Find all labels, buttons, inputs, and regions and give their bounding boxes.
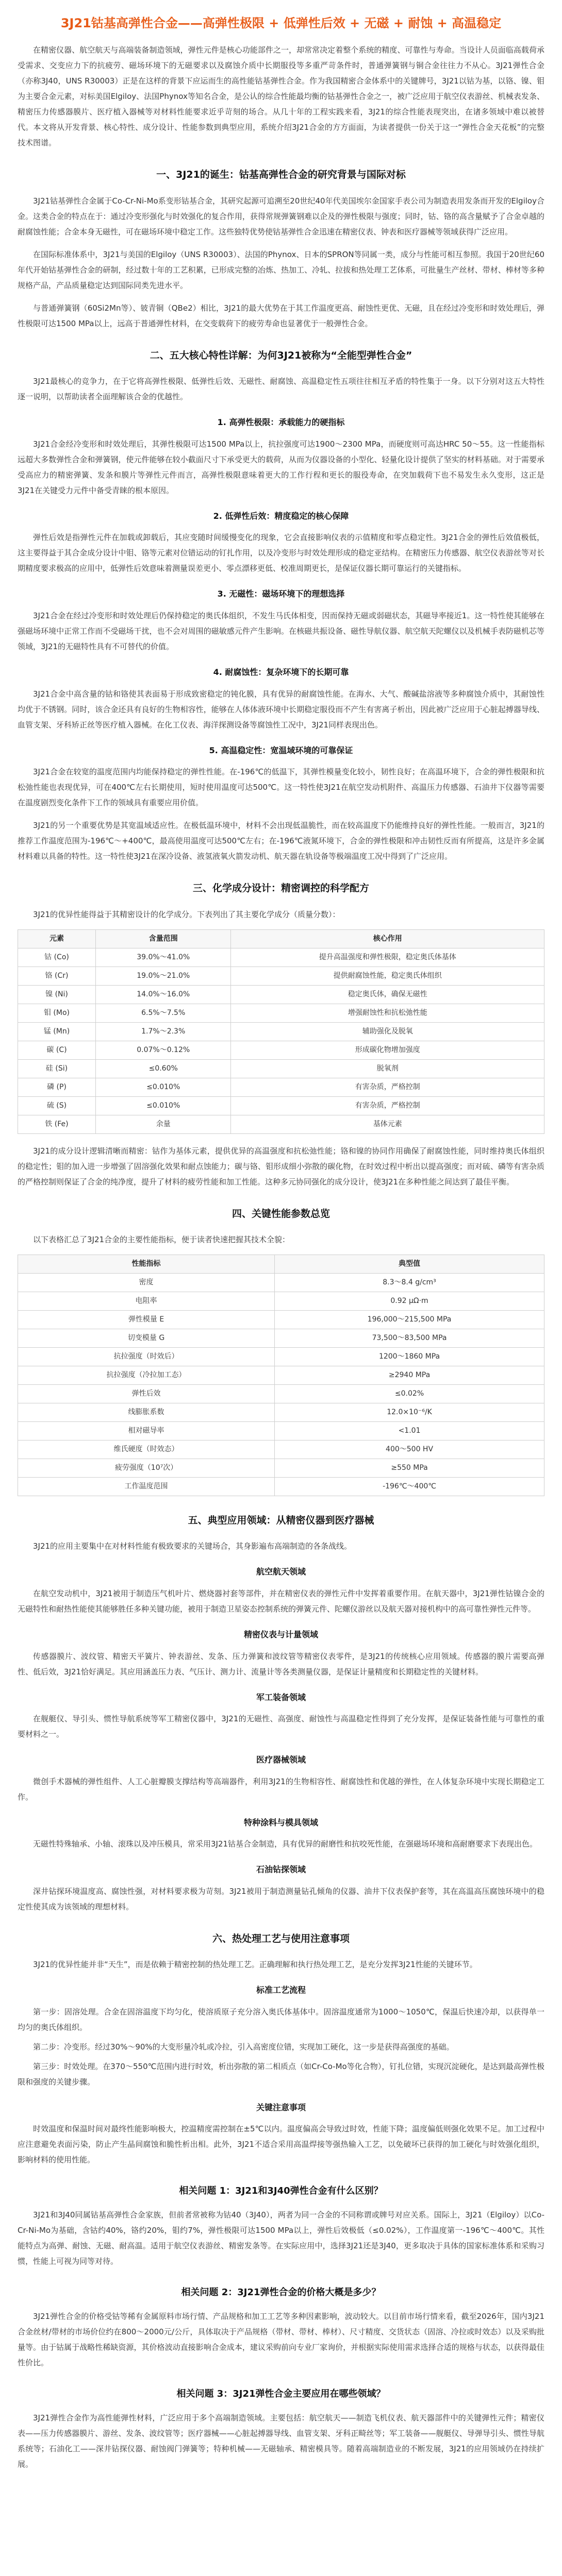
table-cell: 线膨胀系数 bbox=[18, 1403, 275, 1421]
section-5-intro: 3J21的应用主要集中在对材料性能有极致要求的关键场合，其身影遍布高端制造的各条战线。 bbox=[33, 1541, 352, 1551]
table-row bbox=[18, 1078, 544, 1096]
application-6-title: 石油钻探领域 bbox=[256, 1865, 306, 1875]
table-cell: 稳定奥氏体，确保无磁性 bbox=[231, 985, 544, 1004]
application-2-body: 传感器膜片、波纹管、精密天平簧片、钟表游丝、发条、压力弹簧和波纹管等精密仪表零件，是3J21的传统核心应用领域。传感器的膜片需要高弹性、低后效，3J21恰好满足。其应用涵盖压力表、气压计、测力计、流量计等各类测量仪器，是保证计量精度和长期稳定性的关键材料。 bbox=[18, 1651, 544, 1676]
composition-table-header-row bbox=[18, 929, 544, 948]
table-cell: 余量 bbox=[96, 1115, 231, 1133]
feature-3-body: 3J21合金在经过冷变形和时效处理后仍保持稳定的奥氏体组织，不发生马氏体相变，因而保持无磁或弱磁状态，其磁导率接近1。这一特性使其能够在强磁场环境中正常工作而不受磁场干扰，也不会对周围的磁敏感元件产生影响。在核磁共振设备、磁性导航仪器、航空航天陀螺仪以及机械手表防磁机芯等领域，3J21的无磁特性具有不可替代的价值。 bbox=[18, 611, 544, 651]
table-cell: 锰 (Mn) bbox=[18, 1022, 96, 1041]
table-row bbox=[18, 1477, 544, 1496]
table-row bbox=[18, 1329, 544, 1347]
table-cell: ≥550 MPa bbox=[275, 1459, 544, 1477]
application-1-body: 在航空发动机中，3J21被用于制造压气机叶片、燃烧器衬套等部件，并在精密仪表的弹性元件中发挥着重要作用。在航天器中，3J21弹性钴镍合金的无磁特性和耐热性能使其能够胜任多种关键功能，被用于制造卫星姿态控制系统的弹簧元件、陀螺仪游丝以及航天器对接机构中的高可靠性弹性元件等。 bbox=[18, 1588, 544, 1614]
application-3-title: 军工装备领域 bbox=[256, 1692, 306, 1702]
table-cell: 形成碳化物增加强度 bbox=[231, 1041, 544, 1059]
section-5-title: 五、典型应用领域：从精密仪器到医疗器械 bbox=[188, 1514, 374, 1526]
key-notes-body: 时效温度和保温时间对最终性能影响极大，控温精度需控制在±5℃以内。温度偏高会导致过时效，性能下降；温度偏低则强化效果不足。加工过程中应注意避免表面污染，防止产生晶间腐蚀和脆性析出相。此外，3J21不适合采用高温焊接等强热输入工艺，以免破坏已获得的加工硬化与时效强化组织，影响材料的使用性能。 bbox=[18, 2124, 544, 2165]
feature-3-title: 3. 无磁性：磁场环境下的理想选择 bbox=[217, 589, 345, 599]
table-cell: 400～500 HV bbox=[275, 1440, 544, 1459]
table-row bbox=[18, 1459, 544, 1477]
table-cell: 39.0%～41.0% bbox=[96, 948, 231, 967]
property-table-header-row bbox=[18, 1255, 544, 1273]
table-cell: 8.3～8.4 g/cm³ bbox=[275, 1273, 544, 1292]
property-table bbox=[18, 1255, 544, 1496]
key-notes-title: 关键注意事项 bbox=[256, 2102, 306, 2112]
related-question-3-body: 3J21弹性合金作为高性能弹性材料，广泛应用于多个高端制造领域。主要包括：航空航天——制造飞机仪表、航天器部件中的关键弹性元件；精密仪表——压力传感器膜片、游丝、发条、波纹管等；医疗器械——心脏起搏器导线、血管支架、牙科正畸丝等；军工装备——舰艇仪、导弹导引头、惯性导航系统等；石油化工——深井钻探仪器、耐蚀阀门弹簧等；特种机械——无磁轴承、精密模具等。随着高端制造业的不断发展，3J21的应用领域仍在持续扩展。 bbox=[18, 2413, 544, 2469]
table-row bbox=[18, 1403, 544, 1421]
table-cell: 增强耐蚀性和抗松弛性能 bbox=[231, 1004, 544, 1022]
table-row bbox=[18, 1292, 544, 1310]
table-cell: 0.07%～0.12% bbox=[96, 1041, 231, 1059]
related-question-2-body: 3J21弹性合金的价格受钴等稀有金属原料市场行情、产品规格和加工工艺等多种因素影响，波动较大。以目前市场行情来看，截至2026年，国内3J21合金丝材/带材的市场价位约在800～2000元/公斤，具体取决于产品规格（带材、带材、棒材）、尺寸精度、交货状态（固溶、冷拉或时效态）以及采购批量等。由于钴属于战略性稀缺资源，其价格波动直接影响合金成本，建议采购前向专业厂家询价，并根据实际使用需求选择合适的规格与状态，以获得最佳性价比。 bbox=[18, 2312, 544, 2368]
table-row bbox=[18, 1366, 544, 1384]
feature-1-title: 1. 高弹性极限：承载能力的硬指标 bbox=[217, 417, 345, 428]
table-cell: 脱氧剂 bbox=[231, 1059, 544, 1078]
process-steps-list bbox=[18, 2004, 544, 2090]
table-cell: 提供耐腐蚀性能，稳定奥氏体组织 bbox=[231, 967, 544, 985]
feature-4-title: 4. 耐腐蚀性：复杂环境下的长期可靠 bbox=[213, 667, 349, 677]
table-cell: 抗拉强度（时效后） bbox=[18, 1347, 275, 1366]
related-question-1-body: 3J21和3J40同属钴基高弹性合金家族，但前者常被称为钴40（3J40），两者为同一合金的不同称谓或牌号对应关系。国际上，3J21（Elgiloy）以Co-Cr-Ni-Mo为基础，含钴约40%，铬约20%，钼约7%，弹性极限可达1500 MPa以上，弹性后效极低（≤0.02%），工作温度第一-196℃～400℃。其性能特点为高弹、耐蚀、无磁、耐高温。适用于航空仪表游丝、精密发条等。在实际应用中，选择3J21还是3J40，更多取决于具体的国家标准体系和采购习惯，性能上可视为同等对待。 bbox=[18, 2210, 544, 2266]
application-5-title: 特种涂料与模具领域 bbox=[243, 1817, 318, 1827]
application-4-body: 微创手术器械的弹性组件、人工心脏瓣膜支撑结构等高端器件，利用3J21的生物相容性、耐腐蚀性和优越的弹性，在人体复杂环境中实现长期稳定工作。 bbox=[18, 1776, 544, 1802]
table-cell: -196℃～400℃ bbox=[275, 1477, 544, 1496]
section-1-paragraph-3: 与普通弹簧钢（60Si2Mn等）、铍青铜（QBe2）相比，3J21的最大优势在于其工作温度更高、耐蚀性更优、无磁，且在经过冷变形和时效处理后，弹性极限可达1500 MPa以上，远高于普通弹性材料，在交变载荷下的疲劳寿命也显著优于一般弹性合金。 bbox=[18, 303, 544, 328]
table-cell: 工作温度范围 bbox=[18, 1477, 275, 1496]
application-6-body: 深井钻探环境温度高、腐蚀性强，对材料要求极为苛刻。3J21被用于制造测量钻孔倾角的仪器、油井下仪表保护套等，其在高温高压腐蚀环境中的稳定性使其成为该领域的理想材料。 bbox=[18, 1886, 544, 1911]
table-cell: 硫 (S) bbox=[18, 1096, 96, 1115]
table-cell: 6.5%～7.5% bbox=[96, 1004, 231, 1022]
application-3-body: 在舰艇仪、导引头、惯性导航系统等军工精密仪器中，3J21的无磁性、高强度、耐蚀性与高温稳定性得到了充分发挥，是保证装备性能与可靠性的重要材料之一。 bbox=[18, 1714, 544, 1739]
table-cell: 12.0×10⁻⁶/K bbox=[275, 1403, 544, 1421]
table-cell: 有害杂质，严格控制 bbox=[231, 1078, 544, 1096]
section-2-intro: 3J21最核心的竞争力，在于它将高弹性极限、低弹性后效、无磁性、耐腐蚀、高温稳定性五项往往相互矛盾的特性集于一身。以下分别对这五大特性逐一说明，以帮助读者全面理解该合金的优越性。 bbox=[18, 377, 544, 402]
table-cell: 镍 (Ni) bbox=[18, 985, 96, 1004]
list-item: 第三步：时效处理。在370～550℃范围内进行时效，析出弥散的第二相质点（如Cr-Co-Mo等化合物），钉扎位错，实现沉淀硬化，是达到最高弹性极限和强度的关键步骤。 bbox=[18, 2061, 544, 2087]
section-2-title: 二、五大核心特性详解：为何3J21被称为“全能型弹性合金” bbox=[150, 349, 412, 361]
feature-2-body: 弹性后效是指弹性元件在加载或卸载后，其应变随时间缓慢变化的现象，它会直接影响仪表的示值精度和零点稳定性。3J21合金的弹性后效值极低，这主要得益于其合金成分设计中钼、铬等元素对位错运动的钉扎作用，以及冷变形与时效处理形成的稳定亚结构。在精密压力传感器、航空仪表游丝等对长期精度要求极高的应用中，低弹性后效意味着测量误差更小、零点漂移更低、校准周期更长，是保证仪器长期可靠运行的关键指标。 bbox=[18, 533, 544, 573]
composition-header-range: 含量范围 bbox=[96, 929, 231, 948]
related-question-2-title: 相关问题 2：3J21弹性合金的价格大概是多少？ bbox=[181, 2287, 381, 2298]
table-cell: 1.7%～2.3% bbox=[96, 1022, 231, 1041]
composition-header-role: 核心作用 bbox=[231, 929, 544, 948]
feature-1-body: 3J21合金经冷变形和时效处理后，其弹性极限可达1500 MPa以上，抗拉强度可达1900～2300 MPa，而硬度则可高达HRC 50～55。这一性能指标远超大多数弹性合金和弹簧钢，使元件能够在较小截面尺寸下承受更大的载荷，从而为仪器设备的小型化、轻量化设计提供了坚实的材料基础。对于需要承受高应力的精密弹簧、发条和膜片等弹性元件而言，高弹性极限意味着更大的工作行程和更长的服役寿命，在突加载荷下也不易发生永久变形，这正是3J21在关键受力元件中备受青睐的根本原因。 bbox=[18, 439, 544, 495]
table-cell: 有害杂质，严格控制 bbox=[231, 1096, 544, 1115]
related-question-3-title: 相关问题 3：3J21弹性合金主要应用在哪些领域？ bbox=[176, 2388, 386, 2400]
table-cell: 19.0%～21.0% bbox=[96, 967, 231, 985]
table-cell: ≤0.60% bbox=[96, 1059, 231, 1078]
property-header-metric: 性能指标 bbox=[18, 1255, 275, 1273]
table-cell: 维氏硬度（时效态） bbox=[18, 1440, 275, 1459]
table-cell: 弹性后效 bbox=[18, 1384, 275, 1403]
composition-header-element: 元素 bbox=[18, 929, 96, 948]
table-row bbox=[18, 1041, 544, 1059]
table-row bbox=[18, 967, 544, 985]
section-1-paragraph-2: 在国际标准体系中，3J21与美国的Elgiloy（UNS R30003）、法国的Phynox、日本的SPRON等同属一类，成分与性能可相互参照。我国于20世纪60年代开始钴基弹性合金的研制，经过数十年的工艺积累，已形成完整的冶炼、热加工、冷轧、拉拔和热处理工艺体系，可批量生产丝材、带材、棒材等多种规格产品，产品质量稳定达到国际同类先进水平。 bbox=[18, 249, 544, 290]
table-row bbox=[18, 985, 544, 1004]
table-cell: 196,000～215,500 MPa bbox=[275, 1310, 544, 1329]
table-row bbox=[18, 1115, 544, 1133]
table-cell: 切变模量 G bbox=[18, 1329, 275, 1347]
section-6-title: 六、热处理工艺与使用注意事项 bbox=[212, 1933, 350, 1944]
composition-table bbox=[18, 929, 544, 1134]
table-row bbox=[18, 1273, 544, 1292]
table-cell: 0.92 μΩ·m bbox=[275, 1292, 544, 1310]
table-row bbox=[18, 1004, 544, 1022]
table-cell: 铁 (Fe) bbox=[18, 1115, 96, 1133]
table-cell: 弹性模量 E bbox=[18, 1310, 275, 1329]
application-5-body: 无磁性特殊轴承、小轴、滚珠以及冲压模具，常采用3J21钴基合金制造，具有优异的耐磨性和抗咬死性能，在强磁场环境和高耐磨要求下表现出色。 bbox=[33, 1839, 538, 1849]
section-4-title: 四、关键性能参数总览 bbox=[232, 1208, 330, 1219]
table-cell: ≤0.02% bbox=[275, 1384, 544, 1403]
related-question-1-title: 相关问题 1：3J21和3J40弹性合金有什么区别？ bbox=[179, 2185, 383, 2197]
section-3-title: 三、化学成分设计：精密调控的科学配方 bbox=[192, 883, 369, 894]
feature-5-body: 3J21合金在较宽的温度范围内均能保持稳定的弹性性能。在-196℃的低温下，其弹性模量变化较小，韧性良好；在高温环境下，合金的弹性极限和抗松弛性能也表现优异，可在400℃左右长期使用，短时使用温度可达500℃。这一特性使3J21在航空发动机附件、高温压力传感器、石油井下仪器等需要在温度剧烈变化条件下工作的领域具有重要应用价值。 bbox=[18, 767, 544, 808]
table-cell: 磷 (P) bbox=[18, 1078, 96, 1096]
table-cell: 相对磁导率 bbox=[18, 1421, 275, 1440]
list-item: 第二步：冷变形。经过30%～90%的大变形量冷轧或冷拉，引入高密度位错，实现加工硬化，这一步是获得高强度的基础。 bbox=[33, 2042, 454, 2052]
table-row bbox=[18, 1310, 544, 1329]
section-1-paragraph-1: 3J21钴基弹性合金属于Co-Cr-Ni-Mo系变形钴基合金，其研究起源可追溯至20世纪40年代美国埃尔金国家手表公司为制造表用发条而开发的Elgiloy合金。这类合金的特点在于：通过冷变形强化与时效强化的复合作用，获得常规弹簧钢难以企及的弹性极限与强度；同时，钴、铬的高含量赋予了合金卓越的耐腐蚀性能；合金本身无磁性，可在磁场环境中稳定工作。这些独特优势使钴基弹性合金迅速在精密仪表、钟表和医疗器械等领域获得广泛应用。 bbox=[18, 196, 544, 236]
table-cell: 碳 (C) bbox=[18, 1041, 96, 1059]
property-header-value: 典型值 bbox=[275, 1255, 544, 1273]
table-cell: ≥2940 MPa bbox=[275, 1366, 544, 1384]
table-cell: ≤0.010% bbox=[96, 1078, 231, 1096]
table-cell: 1200～1860 MPa bbox=[275, 1347, 544, 1366]
application-2-title: 精密仪表与计量领域 bbox=[243, 1629, 318, 1639]
table-cell: <1.01 bbox=[275, 1421, 544, 1440]
article-title: 3J21钴基高弹性合金——高弹性极限 + 低弹性后效 + 无磁 + 耐蚀 + 高温稳定 bbox=[60, 16, 502, 30]
table-row bbox=[18, 1440, 544, 1459]
feature-4-body: 3J21合金中高含量的钴和铬使其表面易于形成致密稳定的钝化膜，具有优异的耐腐蚀性能。在海水、大气、酸碱盐溶液等多种腐蚀介质中，其耐蚀性均优于不锈钢。同时，该合金还具有良好的生物相容性，能够在人体体液环境中长期稳定服役而不产生有害离子析出，因此被广泛应用于心脏起搏器导线、血管支架、牙科矫正丝等医疗植入器械。在化工仪表、海洋探测设备等腐蚀性工况中，3J21同样表现出色。 bbox=[18, 689, 544, 730]
table-cell: 疲劳强度（10⁷次） bbox=[18, 1459, 275, 1477]
table-cell: 电阻率 bbox=[18, 1292, 275, 1310]
table-cell: 密度 bbox=[18, 1273, 275, 1292]
section-6-intro: 3J21的优异性能并非“天生”，而是依赖于精密控制的热处理工艺。正确理解和执行热处理工艺，是充分发挥3J21性能的关键环节。 bbox=[33, 1960, 477, 1970]
list-item: 第一步：固溶处理。合金在固溶温度下均匀化，使溶质原子充分溶入奥氏体基体中。固溶温度通常为1000～1050℃，保温后快速冷却，以获得单一均匀的奥氏体组织。 bbox=[18, 2007, 544, 2032]
application-4-title: 医疗器械领域 bbox=[256, 1755, 306, 1765]
section-1-title: 一、3J21的诞生：钴基高弹性合金的研究背景与国际对标 bbox=[156, 169, 406, 181]
table-row bbox=[18, 1059, 544, 1078]
table-cell: 辅助强化及脱氧 bbox=[231, 1022, 544, 1041]
table-row bbox=[18, 1384, 544, 1403]
table-row bbox=[18, 1096, 544, 1115]
table-cell: 14.0%～16.0% bbox=[96, 985, 231, 1004]
table-cell: ≤0.010% bbox=[96, 1096, 231, 1115]
section-3-analysis: 3J21的成分设计逻辑清晰而精密：钴作为基体元素，提供优异的高温强度和抗松弛性能；铬和镍的协同作用确保了耐腐蚀性能，同时维持奥氏体组织的稳定性；钼的加入进一步增强了固溶强化效果和耐点蚀能力；碳与铬、钼形成细小弥散的碳化物，在时效过程中析出以提高强度；而对硫、磷等有害杂质的严格控制则保证了合金的纯净度，提升了材料的疲劳性能和加工性能。这种多元协同强化的成分设计，使3J21在多种性能之间达到了最佳平衡。 bbox=[18, 1146, 544, 1187]
table-row bbox=[18, 1022, 544, 1041]
section-3-intro: 3J21的优异性能得益于其精密设计的化学成分。下表列出了其主要化学成分（质量分数）： bbox=[33, 909, 340, 919]
table-cell: 提升高温强度和弹性极限，稳定奥氏体基体 bbox=[231, 948, 544, 967]
feature-2-title: 2. 低弹性后效：精度稳定的核心保障 bbox=[213, 511, 349, 521]
standard-process-title: 标准工艺流程 bbox=[256, 1985, 306, 1995]
section-2-closing: 3J21的另一个重要优势是其宽温域适应性。在极低温环境中，材料不会出现低温脆性，而在较高温度下仍能维持良好的弹性性能。一般而言，3J21的推荐工作温度范围为-196℃～+400℃，最高使用温度可达500℃左右；在-196℃液氮环境下，合金的弹性极限和冲击韧性反而有所提高，这是许多金属材料难以具备的特性。这一特性使3J21在深冷设备、液氢液氧火箭发动机、航天器在轨设备等极端温度工况中得到了广泛应用。 bbox=[18, 821, 544, 861]
table-cell: 硅 (Si) bbox=[18, 1059, 96, 1078]
table-row bbox=[18, 1421, 544, 1440]
table-cell: 基体元素 bbox=[231, 1115, 544, 1133]
intro-paragraph: 在精密仪器、航空航天与高端装备制造领域，弹性元件是核心功能部件之一，却常常决定着整个系统的精度、可靠性与寿命。当设计人员面临高载荷承受需求、交变应力下的抗疲劳、磁场环境下的无磁要求以及腐蚀介质中长期服役等多重严苛条件时，普通弹簧钢与铜合金往往力不从心。3J21弹性合金（亦称3J40，UNS R30003）正是在这样的背景下应运而生的高性能钴基弹性合金。作为我国精密合金体系中的关键牌号，3J21以钴为基，以铬、镍、钼为主要合金元素，对标美国Elgiloy、法国Phynox等知名合金，是公认的综合性能最均衡的钴基弹性合金之一，被广泛应用于航空仪表游丝、机械表发条、精密压力传感器膜片、医疗植入器械等对材料性能要求近乎苛刻的场合。从几十年的工程实践来看，3J21的综合性能表现突出，在诸多领域中难以被替代。本文将从开发背景、核心特性、成分设计、性能参数到典型应用，系统介绍3J21合金的方方面面，为读者提供一份关于这一“弹性合金天花板”的完整技术图谱。 bbox=[18, 45, 544, 148]
table-cell: 抗拉强度（冷拉加工态） bbox=[18, 1366, 275, 1384]
section-4-intro: 以下表格汇总了3J21合金的主要性能指标，便于读者快速把握其技术全貌： bbox=[33, 1234, 290, 1244]
table-cell: 钴 (Co) bbox=[18, 948, 96, 967]
table-row bbox=[18, 948, 544, 967]
table-row bbox=[18, 1347, 544, 1366]
application-1-title: 航空航天领域 bbox=[256, 1567, 306, 1577]
table-cell: 铬 (Cr) bbox=[18, 967, 96, 985]
table-cell: 钼 (Mo) bbox=[18, 1004, 96, 1022]
table-cell: 73,500～83,500 MPa bbox=[275, 1329, 544, 1347]
feature-5-title: 5. 高温稳定性：宽温域环境的可靠保证 bbox=[209, 745, 353, 755]
